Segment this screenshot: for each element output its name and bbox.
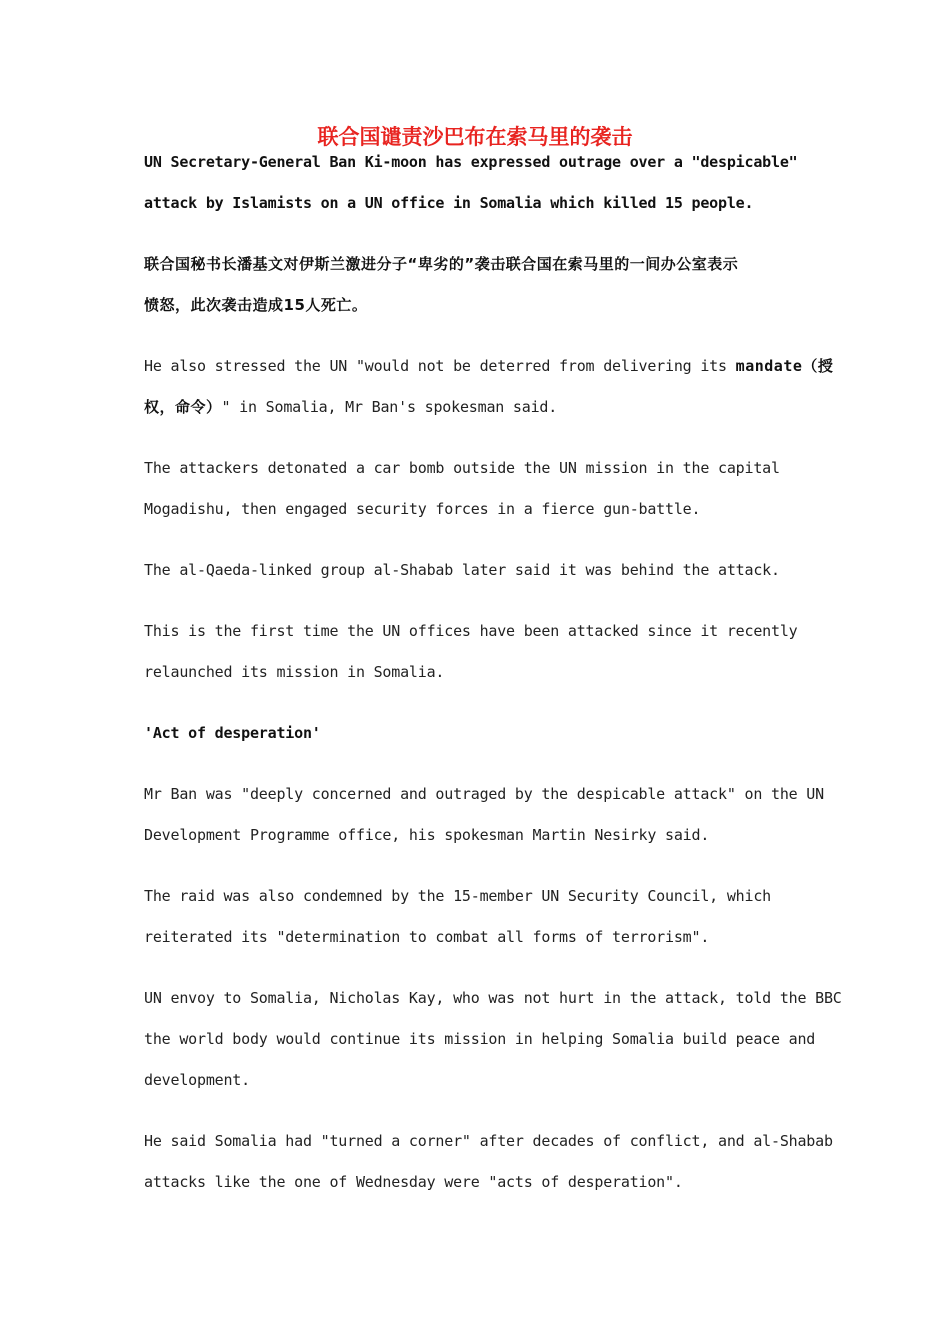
paragraph-5-line-1: Mr Ban was "deeply concerned and outraged by the despicable attack" on the UN	[144, 785, 824, 803]
page-title: 联合国谴责沙巴布在索马里的袭击	[317, 125, 633, 149]
paragraph-2-line-2: Mogadishu, then engaged security forces in a fierce gun-battle.	[144, 500, 701, 518]
paragraph-5-line-2: Development Programme office, his spokesman Martin Nesirky said.	[144, 826, 710, 844]
paragraph-7-line-1: UN envoy to Somalia, Nicholas Kay, who was not hurt in the attack, told the BBC	[144, 989, 842, 1007]
paragraph-1-text-end: " in Somalia, Mr Ban's spokesman said.	[221, 398, 558, 416]
mandate-gloss: 权，命令）	[144, 398, 222, 416]
mandate-term: mandate（授	[735, 357, 834, 375]
intro-english-line-2: attack by Islamists on a UN office in Somalia which killed 15 people.	[144, 194, 754, 212]
paragraph-3-line-1: The al-Qaeda-linked group al-Shabab later said it was behind the attack.	[144, 561, 780, 579]
paragraph-8-line-1: He said Somalia had "turned a corner" after decades of conflict, and al-Shabab	[144, 1132, 833, 1150]
paragraph-7-line-2: the world body would continue its mission in helping Somalia build peace and	[144, 1030, 816, 1048]
subheading: 'Act of desperation'	[144, 724, 321, 742]
paragraph-1-line-2	[144, 397, 557, 417]
paragraph-1-text: He also stressed the UN "would not be deterred from delivering its	[144, 357, 736, 375]
paragraph-1-line-1	[144, 356, 833, 376]
intro-english-line-1: UN Secretary-General Ban Ki-moon has expressed outrage over a "despicable"	[144, 153, 798, 171]
paragraph-4-line-2: relaunched its mission in Somalia.	[144, 663, 445, 681]
paragraph-6-line-2: reiterated its "determination to combat all forms of terrorism".	[144, 928, 710, 946]
paragraph-6-line-1: The raid was also condemned by the 15-member UN Security Council, which	[144, 887, 771, 905]
paragraph-2-line-1: The attackers detonated a car bomb outside the UN mission in the capital	[144, 459, 780, 477]
intro-chinese-line-1: 联合国秘书长潘基文对伊斯兰激进分子“卑劣的”袭击联合国在索马里的一间办公室表示	[144, 255, 739, 273]
paragraph-8-line-2: attacks like the one of Wednesday were "acts of desperation".	[144, 1173, 683, 1191]
paragraph-7-line-3: development.	[144, 1071, 250, 1089]
paragraph-4-line-1: This is the first time the UN offices have been attacked since it recently	[144, 622, 798, 640]
intro-chinese-line-2: 愤怒，此次袭击造成15人死亡。	[144, 296, 368, 314]
